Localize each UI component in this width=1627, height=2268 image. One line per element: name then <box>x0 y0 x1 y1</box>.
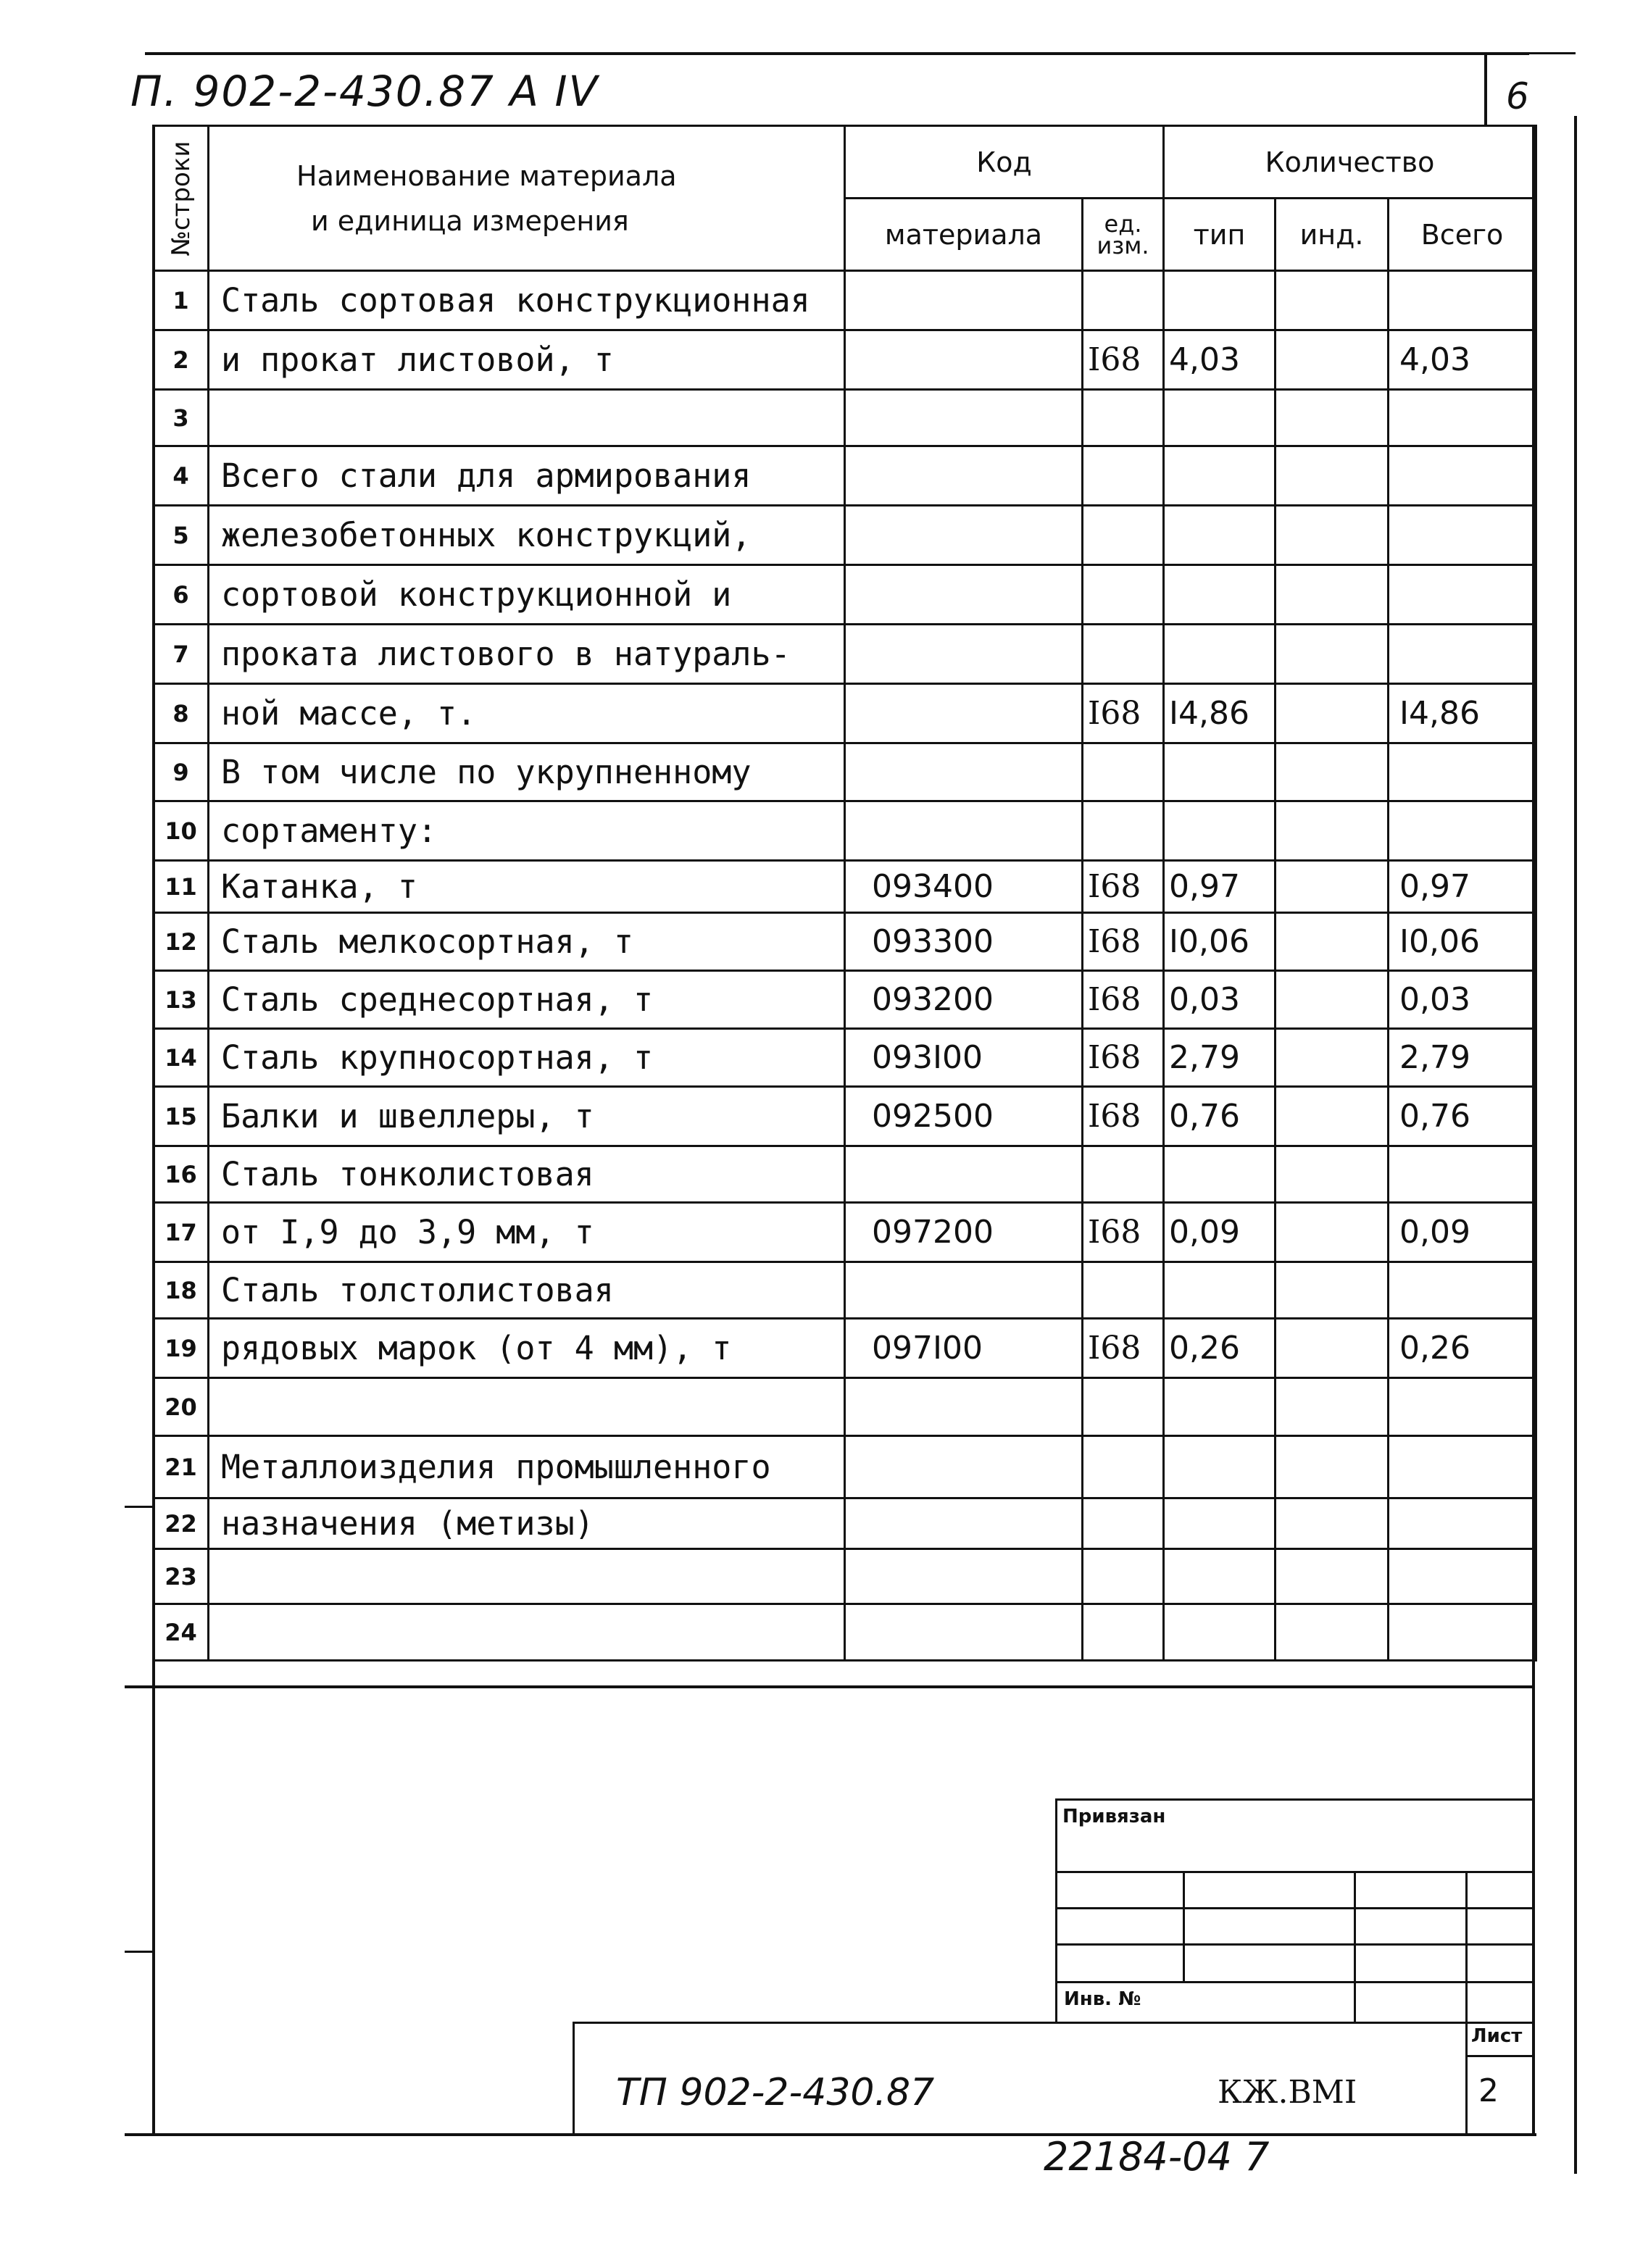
tb-main-left <box>573 2022 575 2135</box>
cell-unit <box>1083 271 1164 330</box>
cell-ind <box>1276 625 1389 684</box>
cell-code <box>845 565 1083 625</box>
table-row <box>154 1436 1536 1498</box>
cell-ind <box>1276 743 1389 801</box>
header-total: Всего <box>1389 199 1536 271</box>
cell-type: 4,03 <box>1164 330 1276 390</box>
cell-unit <box>1083 506 1164 565</box>
cell-total <box>1389 390 1536 446</box>
cell-type <box>1164 1146 1276 1203</box>
header-material-name <box>209 126 845 271</box>
cell-total: I0,06 <box>1389 913 1536 971</box>
cell-total <box>1389 446 1536 506</box>
cell-type <box>1164 271 1276 330</box>
tb-project-code: ТП 902-2-430.87 <box>616 2071 935 2114</box>
table-row <box>154 1029 1536 1087</box>
cell-ind <box>1276 506 1389 565</box>
tb-grid-h1 <box>1055 1871 1535 1873</box>
cell-unit: I68 <box>1083 1087 1164 1146</box>
cell-type: 2,79 <box>1164 1029 1276 1087</box>
cell-unit <box>1083 801 1164 861</box>
cell-unit <box>1083 1378 1164 1436</box>
cell-ind <box>1276 1604 1389 1661</box>
cell-type <box>1164 506 1276 565</box>
cell-ind <box>1276 446 1389 506</box>
table-row <box>154 1378 1536 1436</box>
frame-top-right <box>1484 52 1576 54</box>
cell-ind <box>1276 1203 1389 1262</box>
cell-unit <box>1083 625 1164 684</box>
cell-type: I4,86 <box>1164 684 1276 743</box>
header-name-line2: и единица измерения <box>311 204 629 237</box>
cell-n: 9 <box>154 743 209 801</box>
cell-unit: I68 <box>1083 1319 1164 1378</box>
cell-unit <box>1083 1604 1164 1661</box>
cell-code <box>845 390 1083 446</box>
cell-name <box>209 1604 845 1661</box>
cell-ind <box>1276 1378 1389 1436</box>
cell-code: 093I00 <box>845 1029 1083 1087</box>
tb-inv-label: Инв. № <box>1064 1988 1141 2010</box>
cell-n: 21 <box>154 1436 209 1498</box>
cell-name: железобетонных конструкций, <box>209 506 845 565</box>
cell-total: 0,26 <box>1389 1319 1536 1378</box>
cell-unit <box>1083 1436 1164 1498</box>
tb-grid-v3 <box>1465 1871 1468 2133</box>
archive-number: 22184-04 7 <box>1044 2134 1270 2180</box>
cell-code: 093200 <box>845 971 1083 1029</box>
materials-table <box>152 125 1537 1662</box>
cell-code <box>845 1262 1083 1319</box>
cell-unit: I68 <box>1083 1029 1164 1087</box>
cell-ind <box>1276 1549 1389 1604</box>
cell-code: 097200 <box>845 1203 1083 1262</box>
margin-tick-2 <box>125 1951 154 1953</box>
cell-total: 0,03 <box>1389 971 1536 1029</box>
cell-n: 1 <box>154 271 209 330</box>
page-number: 6 <box>1506 75 1529 117</box>
cell-type <box>1164 1604 1276 1661</box>
cell-type: I0,06 <box>1164 913 1276 971</box>
table-row <box>154 684 1536 743</box>
frame-top-line <box>145 52 1529 55</box>
cell-type: 0,09 <box>1164 1203 1276 1262</box>
frame-right-outer <box>1574 116 1577 2174</box>
table-row <box>154 861 1536 913</box>
cell-ind <box>1276 684 1389 743</box>
header-type: тип <box>1164 199 1276 271</box>
tb-sheet-divider <box>1465 2055 1535 2057</box>
cell-unit <box>1083 1498 1164 1549</box>
cell-n: 10 <box>154 801 209 861</box>
cell-n: 18 <box>154 1262 209 1319</box>
cell-total <box>1389 1146 1536 1203</box>
cell-ind <box>1276 1087 1389 1146</box>
cell-unit <box>1083 1549 1164 1604</box>
cell-name: Катанка, т <box>209 861 845 913</box>
frame-right-inner <box>1484 52 1487 125</box>
cell-total: 0,09 <box>1389 1203 1536 1262</box>
cell-code <box>845 506 1083 565</box>
cell-code <box>845 271 1083 330</box>
cell-ind <box>1276 971 1389 1029</box>
cell-ind <box>1276 861 1389 913</box>
cell-name: В том числе по укрупненному <box>209 743 845 801</box>
cell-code <box>845 1604 1083 1661</box>
cell-code <box>845 684 1083 743</box>
cell-unit: I68 <box>1083 330 1164 390</box>
cell-name: Сталь мелкосортная, т <box>209 913 845 971</box>
cell-type <box>1164 743 1276 801</box>
cell-ind <box>1276 801 1389 861</box>
cell-n: 2 <box>154 330 209 390</box>
cell-name: от I,9 до 3,9 мм, т <box>209 1203 845 1262</box>
cell-unit: I68 <box>1083 913 1164 971</box>
cell-n: 7 <box>154 625 209 684</box>
table-row <box>154 801 1536 861</box>
table-row <box>154 625 1536 684</box>
cell-code <box>845 625 1083 684</box>
cell-n: 8 <box>154 684 209 743</box>
cell-type <box>1164 565 1276 625</box>
cell-type <box>1164 390 1276 446</box>
cell-code <box>845 1498 1083 1549</box>
cell-n: 14 <box>154 1029 209 1087</box>
cell-name: Сталь среднесортная, т <box>209 971 845 1029</box>
cell-name <box>209 1549 845 1604</box>
tb-grid-h3 <box>1055 1943 1535 1946</box>
cell-total <box>1389 506 1536 565</box>
cell-unit <box>1083 1262 1164 1319</box>
header-row-number: №строки <box>154 126 209 271</box>
cell-type <box>1164 1378 1276 1436</box>
cell-name: Всего стали для армирования <box>209 446 845 506</box>
cell-n: 20 <box>154 1378 209 1436</box>
cell-n: 12 <box>154 913 209 971</box>
tb-sheet-label: Лист <box>1471 2025 1523 2047</box>
cell-total <box>1389 1549 1536 1604</box>
tb-main-top <box>573 2022 1535 2024</box>
table-bottom-rule <box>125 1685 1535 1688</box>
cell-total <box>1389 1604 1536 1661</box>
cell-ind <box>1276 565 1389 625</box>
cell-total <box>1389 1262 1536 1319</box>
cell-total: 4,03 <box>1389 330 1536 390</box>
cell-name: ной массе, т. <box>209 684 845 743</box>
cell-code: 093400 <box>845 861 1083 913</box>
table-row <box>154 971 1536 1029</box>
cell-total <box>1389 1498 1536 1549</box>
cell-code: 097I00 <box>845 1319 1083 1378</box>
cell-ind <box>1276 1498 1389 1549</box>
tb-sheet-number: 2 <box>1478 2072 1499 2109</box>
tb-drawing-mark: КЖ.ВМI <box>1218 2074 1357 2111</box>
header-code: Код <box>845 126 1164 199</box>
cell-total: 0,97 <box>1389 861 1536 913</box>
cell-unit <box>1083 565 1164 625</box>
cell-unit: I68 <box>1083 861 1164 913</box>
cell-unit <box>1083 743 1164 801</box>
tb-grid-h2 <box>1055 1907 1535 1909</box>
table-row <box>154 506 1536 565</box>
table-row <box>154 330 1536 390</box>
cell-type <box>1164 801 1276 861</box>
tb-grid-v1 <box>1183 1871 1185 1981</box>
table-row <box>154 390 1536 446</box>
cell-total <box>1389 1436 1536 1498</box>
cell-unit: I68 <box>1083 971 1164 1029</box>
cell-ind <box>1276 271 1389 330</box>
cell-n: 19 <box>154 1319 209 1378</box>
cell-total: I4,86 <box>1389 684 1536 743</box>
cell-name: рядовых марок (от 4 мм), т <box>209 1319 845 1378</box>
cell-name: Сталь тонколистовая <box>209 1146 845 1203</box>
cell-n: 23 <box>154 1549 209 1604</box>
cell-type <box>1164 1498 1276 1549</box>
cell-name: и прокат листовой, т <box>209 330 845 390</box>
table-row <box>154 271 1536 330</box>
cell-code <box>845 1549 1083 1604</box>
cell-n: 3 <box>154 390 209 446</box>
cell-name: Сталь сортовая конструкционная <box>209 271 845 330</box>
cell-name: сортаменту: <box>209 801 845 861</box>
cell-total: 2,79 <box>1389 1029 1536 1087</box>
table-row <box>154 743 1536 801</box>
cell-n: 22 <box>154 1498 209 1549</box>
cell-ind <box>1276 330 1389 390</box>
cell-code <box>845 801 1083 861</box>
cell-ind <box>1276 913 1389 971</box>
cell-code: 092500 <box>845 1087 1083 1146</box>
cell-name: назначения (метизы) <box>209 1498 845 1549</box>
cell-total <box>1389 271 1536 330</box>
header-material: материала <box>845 199 1083 271</box>
header-unit: ед. изм. <box>1083 199 1164 271</box>
cell-total: 0,76 <box>1389 1087 1536 1146</box>
cell-code <box>845 743 1083 801</box>
table-row <box>154 913 1536 971</box>
tb-box-top <box>1055 1798 1535 1801</box>
cell-ind <box>1276 1029 1389 1087</box>
cell-n: 15 <box>154 1087 209 1146</box>
table-row <box>154 1319 1536 1378</box>
table-row <box>154 446 1536 506</box>
cell-code: 093300 <box>845 913 1083 971</box>
cell-n: 11 <box>154 861 209 913</box>
cell-total <box>1389 625 1536 684</box>
header-ind: инд. <box>1276 199 1389 271</box>
tb-grid-v2 <box>1354 1871 1356 2023</box>
cell-type <box>1164 625 1276 684</box>
header-name-line1: Наименование материала <box>296 159 677 192</box>
cell-ind <box>1276 1262 1389 1319</box>
tb-grid-h4 <box>1055 1981 1535 1983</box>
table-row <box>154 565 1536 625</box>
cell-type: 0,97 <box>1164 861 1276 913</box>
cell-type: 0,03 <box>1164 971 1276 1029</box>
tb-box-left <box>1055 1798 1057 2023</box>
cell-name <box>209 1378 845 1436</box>
margin-tick-1 <box>125 1506 154 1508</box>
cell-n: 13 <box>154 971 209 1029</box>
table-row <box>154 1087 1536 1146</box>
cell-n: 24 <box>154 1604 209 1661</box>
cell-type <box>1164 446 1276 506</box>
cell-name: Металлоизделия промышленного <box>209 1436 845 1498</box>
table-row <box>154 1203 1536 1262</box>
cell-type <box>1164 1262 1276 1319</box>
cell-name: сортовой конструкционной и <box>209 565 845 625</box>
cell-type <box>1164 1549 1276 1604</box>
table-row <box>154 1549 1536 1604</box>
materials-table-body <box>154 271 1536 1661</box>
cell-unit: I68 <box>1083 1203 1164 1262</box>
cell-n: 16 <box>154 1146 209 1203</box>
cell-type: 0,76 <box>1164 1087 1276 1146</box>
cell-total <box>1389 743 1536 801</box>
cell-code <box>845 1378 1083 1436</box>
cell-n: 4 <box>154 446 209 506</box>
table-row <box>154 1146 1536 1203</box>
table-row <box>154 1262 1536 1319</box>
cell-name: проката листового в натураль- <box>209 625 845 684</box>
cell-n: 6 <box>154 565 209 625</box>
header-quantity: Количество <box>1164 126 1536 199</box>
cell-name: Сталь толстолистовая <box>209 1262 845 1319</box>
cell-code <box>845 1146 1083 1203</box>
cell-code <box>845 446 1083 506</box>
cell-name: Балки и швеллеры, т <box>209 1087 845 1146</box>
cell-unit <box>1083 390 1164 446</box>
cell-n: 5 <box>154 506 209 565</box>
cell-ind <box>1276 1436 1389 1498</box>
cell-unit <box>1083 1146 1164 1203</box>
cell-code <box>845 330 1083 390</box>
table-row <box>154 1498 1536 1549</box>
cell-unit <box>1083 446 1164 506</box>
cell-ind <box>1276 390 1389 446</box>
cell-type <box>1164 1436 1276 1498</box>
cell-code <box>845 1436 1083 1498</box>
cell-ind <box>1276 1319 1389 1378</box>
cell-name <box>209 390 845 446</box>
cell-n: 17 <box>154 1203 209 1262</box>
cell-total <box>1389 801 1536 861</box>
cell-total <box>1389 1378 1536 1436</box>
cell-unit: I68 <box>1083 684 1164 743</box>
cell-ind <box>1276 1146 1389 1203</box>
document-code: П. 902-2-430.87 А IV <box>130 67 599 116</box>
tb-attached-label: Привязан <box>1062 1806 1166 1827</box>
cell-total <box>1389 565 1536 625</box>
cell-type: 0,26 <box>1164 1319 1276 1378</box>
cell-name: Сталь крупносортная, т <box>209 1029 845 1087</box>
frame-bottom <box>125 2133 1536 2136</box>
table-row <box>154 1604 1536 1661</box>
